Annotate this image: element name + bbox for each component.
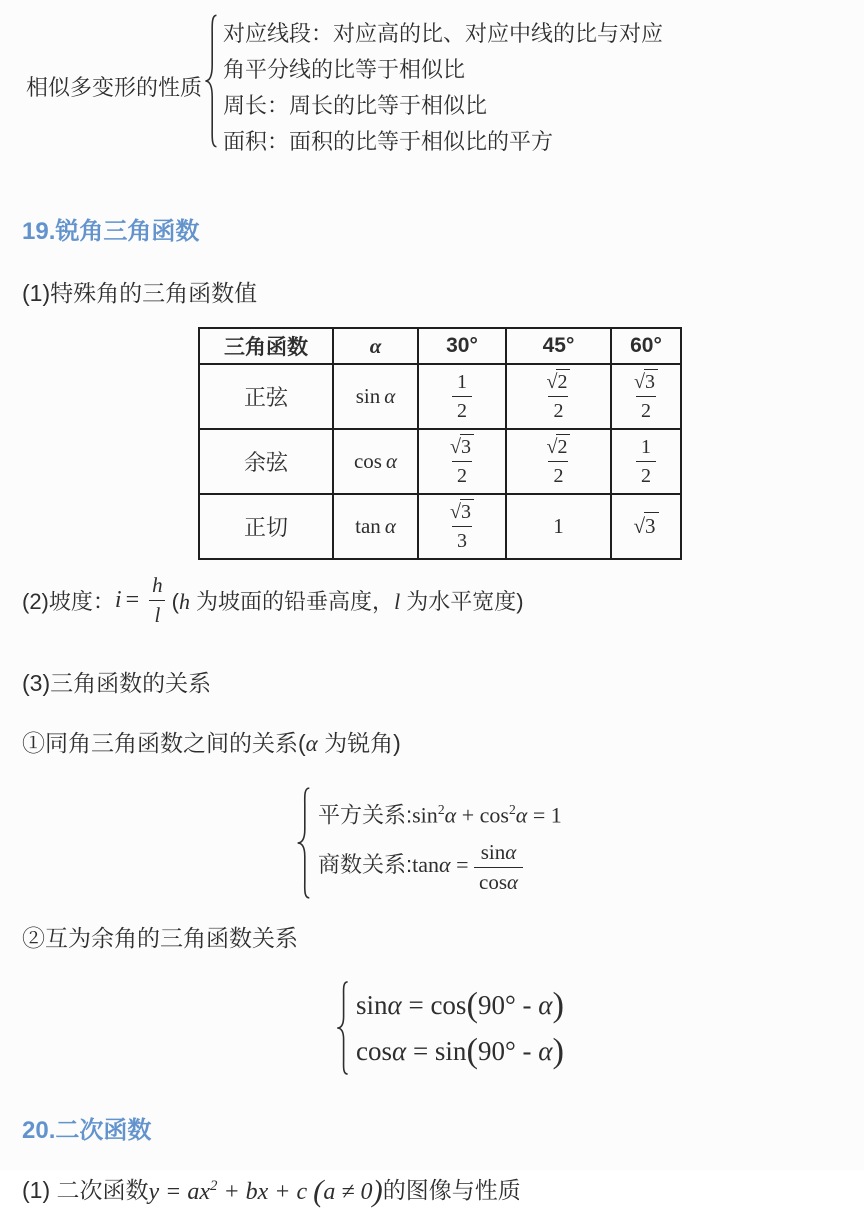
similar-polygons-line: 角平分线的比等于相似比 [223,56,466,82]
cofunction-line-2: cosα = sin(90° - α) [356,1031,564,1070]
table-row-cosine [199,429,681,494]
cell-tan-30: $\frac{√3}{3}$ [418,494,506,559]
table-header-row [199,328,681,364]
row-name: 正切 [199,494,333,559]
left-brace-icon [202,14,219,148]
slope-definition-line [22,568,836,632]
similar-polygons-label: 相似多变形的性质 [26,74,203,100]
cell-sin-45: $\frac{√2}{2}$ [506,364,611,429]
slope-formula: i = $\frac{h}{l}$ [115,574,172,627]
header-30deg: 30° [418,328,506,364]
cell-sin-30: $\frac{1}{2}$ [418,364,506,429]
square-relation-line: 平方关系$:\sin^2\alpha + \cos^2\alpha = 1$ [318,802,562,828]
cell-cos-30: $\frac{√3}{2}$ [418,429,506,494]
trig-values-table [198,327,682,560]
section-19-heading: 19.锐角三角函数 [22,218,200,245]
quadratic-formula: $y = ax^2$ + bx + c (a ≠ 0) [148,1173,383,1208]
function-arg: α [384,514,396,539]
header-trig-function: 三角函数 [199,328,333,364]
cofunction-formula-group [334,981,836,1075]
row-name: 余弦 [199,429,333,494]
slope-note: (h 为坡面的铅垂高度，l 为水平宽度) [171,588,524,614]
header-alpha: α [333,328,418,364]
cell-sin-60: $\frac{√3}{2}$ [611,364,681,429]
slope-prefix: (2)坡度： [22,588,115,614]
quadratic-graph-title [22,1173,836,1209]
cell-tan-60: √3 [611,494,681,559]
function-arg: α [384,384,396,409]
function-name: cos [353,449,382,474]
table-row-tangent [199,494,681,559]
section-20-heading: 20.二次函数 [22,1116,152,1144]
cell-tan-45: 1 [506,494,611,559]
function-name: sin [355,384,381,409]
quadratic-title-prefix: (1) 二次函数 [22,1177,149,1204]
quadratic-title-suffix: 的图像与性质 [382,1177,521,1204]
relations-title: (3)三角函数的关系 [22,670,212,697]
same-angle-formula-group [294,787,836,899]
row-name: 正弦 [199,364,333,429]
similar-polygons-block [26,14,836,158]
header-60deg: 60° [611,328,681,364]
similar-polygons-line: 周长：周长的比等于相似比 [223,92,488,118]
quotient-relation-line: 商数关系:tanα = $\frac{\sin\alpha}{\cos\alpha}$ [318,832,562,898]
similar-polygons-line: 对应线段：对应高的比、对应中线的比与对应 [223,20,664,46]
function-name: tan [355,514,381,539]
similar-polygons-line: 面积：面积的比等于相似比的平方 [223,128,554,154]
header-45deg: 45° [506,328,611,364]
row-function [333,364,418,429]
same-angle-title: ①同角三角函数之间的关系(α 为锐角) [22,729,401,756]
left-brace-icon [294,787,312,899]
cofunction-line-1: sinα = cos(90° - α) [356,985,564,1024]
similar-polygons-lines [223,14,663,158]
cofunction-title: ②互为余角的三角函数关系 [22,925,298,952]
left-brace-icon [334,981,350,1075]
function-arg: α [385,449,398,474]
special-values-title: (1)特殊角的三角函数值 [22,279,258,306]
cell-cos-45: $\frac{√2}{2}$ [506,429,611,494]
table-row-sine [199,364,681,429]
cell-cos-60: $\frac{1}{2}$ [611,429,681,494]
row-function [333,494,418,559]
row-function [333,429,418,494]
